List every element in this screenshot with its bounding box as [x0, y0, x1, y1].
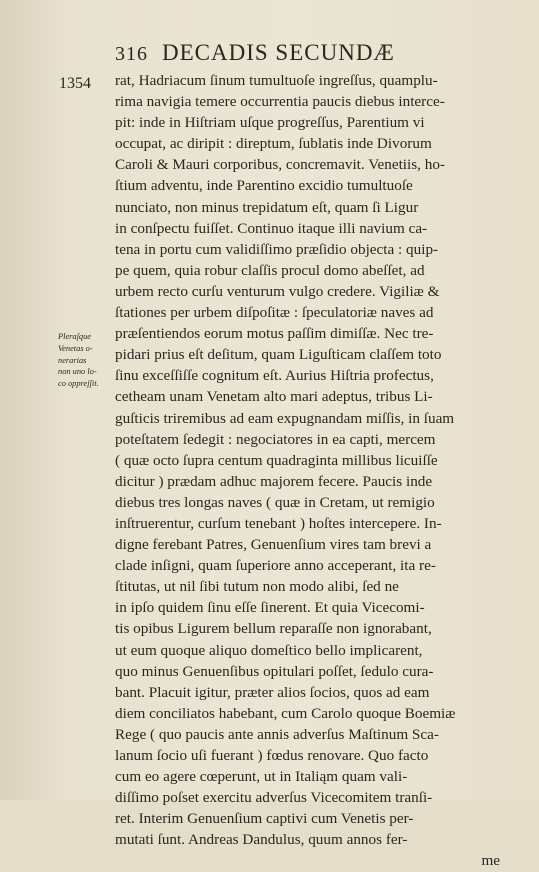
- text-line: ſtitutas, ut nil ſibi tutum non modo alibi, ſed ne: [115, 578, 399, 596]
- text-line: inſtruerentur, curſum tenebant ) hoſtes intercepere. In-: [115, 514, 442, 532]
- text-line: pit: inde in Hiſtriam uſque progreſſus, Parentium vi: [115, 114, 425, 132]
- text-line: cum eo agere cœperunt, ut in Italiąm quam vali-: [115, 768, 408, 786]
- text-line: ret. Interim Genuenſium captivi cum Venetis per-: [115, 810, 414, 828]
- text-line: præſentiendos eorum motus paſſim dimiſſæ. Nec tre-: [115, 325, 434, 343]
- page-number: 316: [115, 43, 148, 65]
- margin-note-line: Pleraſque: [58, 332, 92, 341]
- running-header: [115, 40, 535, 67]
- margin-note: [58, 331, 116, 390]
- text-line: mutati ſunt. Andreas Dandulus, quum annos fer-: [115, 831, 408, 849]
- text-line: diem conciliatos habebant, cum Carolo quoque Boemiæ: [115, 704, 456, 722]
- text-line: in ipſo quidem ſinu eſſe ſinerent. Et quia Vicecomi-: [115, 599, 425, 617]
- body-text: [115, 70, 500, 872]
- text-line: rat, Hadriacum ſinum tumultuoſe ingreſſus, quamplu-: [115, 72, 438, 89]
- text-line: diebus tres longas naves ( quæ in Cretam, ut remigio: [115, 493, 435, 511]
- text-line: guſticis triremibus ad eam expugnandam miſſis, in ſuam: [115, 409, 455, 427]
- margin-note-line: non uno lo-: [58, 367, 97, 377]
- text-line: dicitur ) prædam adhuc majorem fecere. Paucis inde: [115, 472, 433, 490]
- text-line: ſtationes per urbem diſpoſitæ : ſpeculatoriæ naves ad: [115, 304, 434, 322]
- text-line: pidari prius eſt deſitum, quam Liguſticam claſſem toto: [115, 346, 442, 364]
- text-line: lanum ſocio uſi fuerant ) fœdus renovare. Quo facto: [115, 747, 429, 764]
- text-line: in conſpectu fuiſſet. Continuo itaque illi navium ca-: [115, 219, 428, 237]
- text-line: digne ferebant Patres, Genuenſium vires tam brevi a: [115, 536, 432, 554]
- text-line: ( quæ octo ſupra centum quadraginta millibus licuiſſe: [115, 451, 438, 469]
- text-line: Rege ( quo paucis ante annis adverſus Maſtinum Sca-: [115, 725, 439, 743]
- text-line: clade inſigni, quam ſuperiore anno acceperant, ita re-: [115, 557, 436, 575]
- text-line: ſtium adventu, inde Parentino excidio tumultuoſe: [115, 177, 413, 195]
- text-line: pe quem, quia robur claſſis procul domo abeſſet, ad: [115, 261, 425, 279]
- text-line: tis opibus Ligurem bellum reparaſſe non ignorabant,: [115, 620, 432, 638]
- text-line: occupat, ac diripit : direptum, ſublatis inde Divorum: [115, 135, 432, 153]
- text-line: diſſimo poſset exercitu adverſus Vicecomitem tranſi-: [115, 789, 433, 807]
- text-line: urbem recto curſu venturum vulgo credere. Vigiliæ &: [115, 282, 440, 300]
- margin-note-line: Venetas o-: [58, 343, 93, 353]
- text-line: ſinu exceſſiſſe cognitum eſt. Aurius Hiſtria profectus,: [115, 367, 434, 385]
- text-line: Caroli & Mauri corporibus, concremavit. Venetiis, ho-: [115, 156, 445, 174]
- text-line: poteſtatem ſedegit : negociatores in ea capti, mercem: [115, 430, 436, 448]
- text-line: nunciato, non minus trepidatum eſt, quam ſi Ligur: [115, 198, 419, 216]
- text-line: rima navigia temere occurrentia paucis diebus interce-: [115, 93, 445, 111]
- text-line: bant. Placuit igitur, præter alios ſocios, quos ad eam: [115, 683, 430, 701]
- margin-note-line: co oppreſſit.: [58, 379, 99, 389]
- text-line: tena in portu cum validiſſimo præſidio objecta : quip-: [115, 240, 439, 258]
- catchword: me: [481, 852, 500, 870]
- running-title: DECADIS SECUNDÆ: [162, 40, 395, 65]
- margin-note-line: nerarias: [58, 355, 87, 365]
- text-line: cetheam unam Venetam alto mari adeptus, tribus Li-: [115, 388, 433, 406]
- text-line: quo minus Genuenſibus opitulari poſſet, ſedulo cura-: [115, 662, 434, 680]
- margin-year: 1354: [59, 75, 91, 92]
- text-line: ut eum quoque aliquo domeſtico bello implicarent,: [115, 641, 423, 659]
